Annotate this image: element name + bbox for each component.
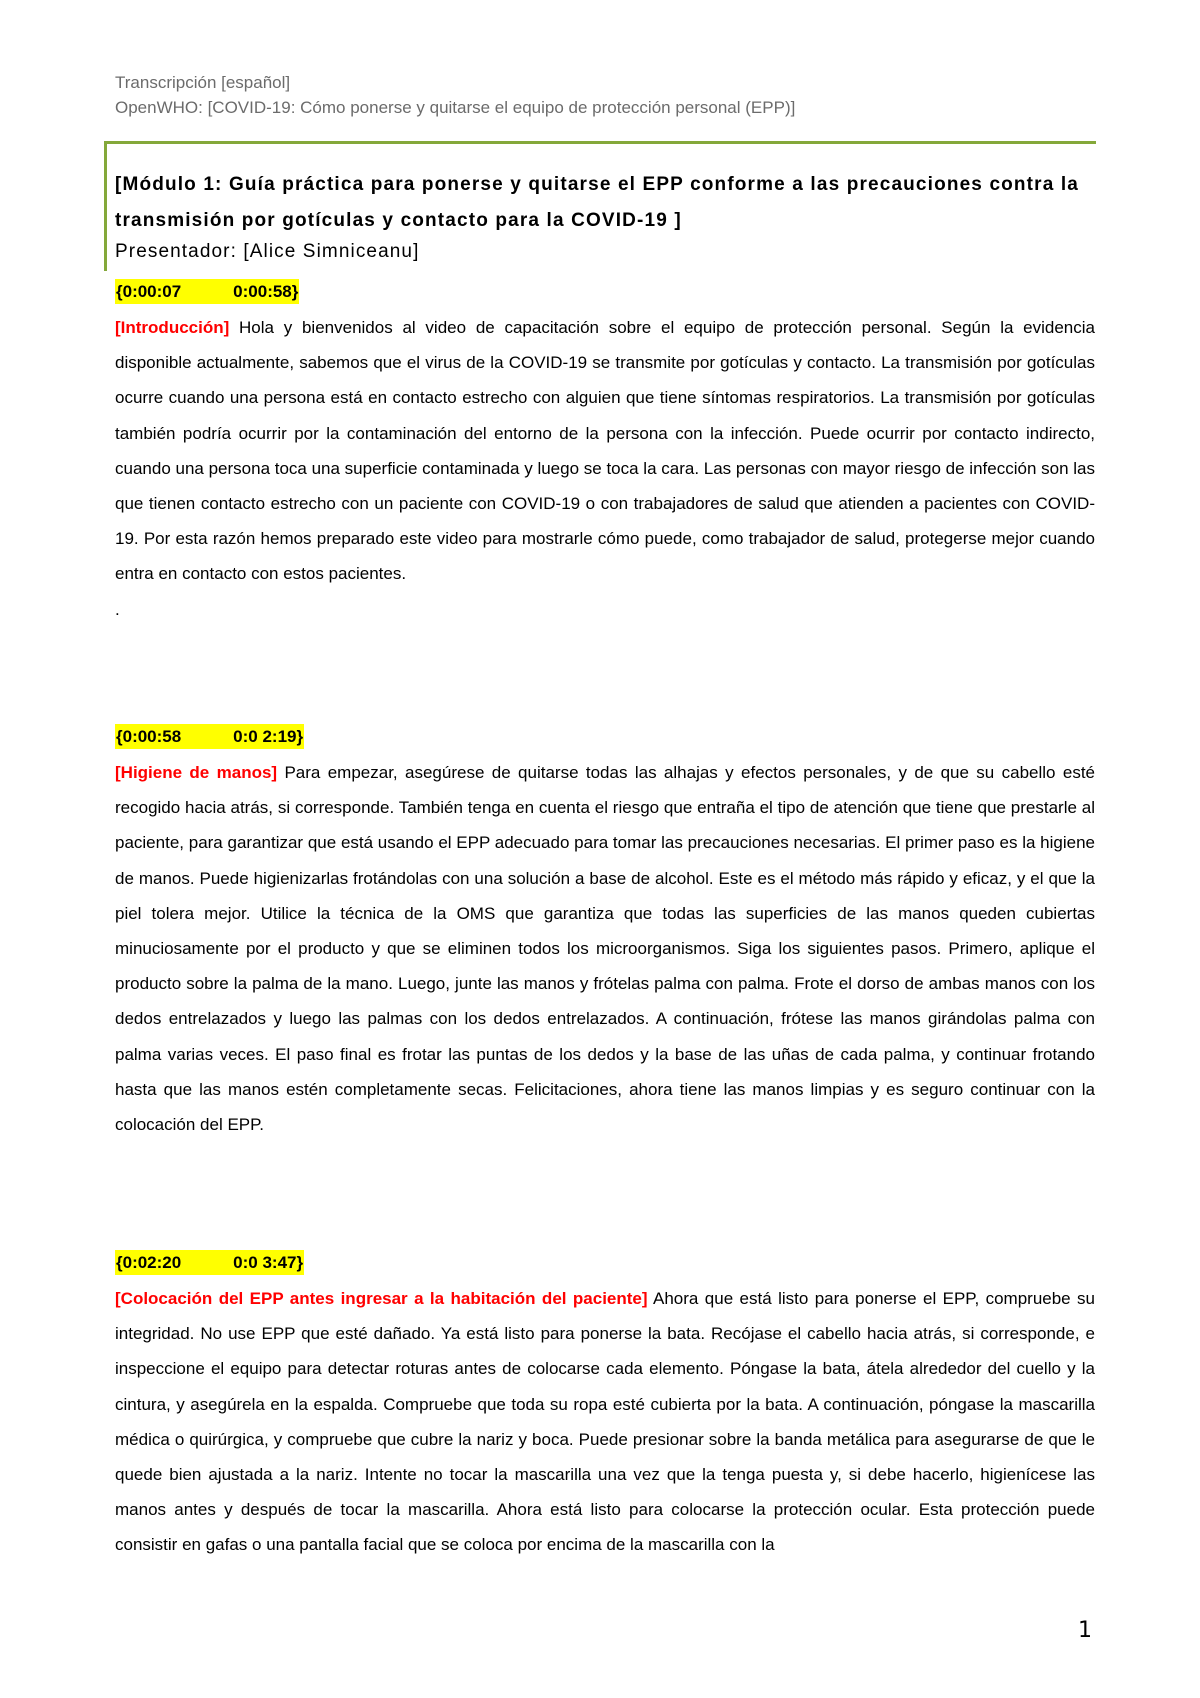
header-transcription-language: Transcripción [español]	[115, 73, 291, 92]
timestamp: {0:02:20 0:0 3:47}	[115, 1250, 304, 1275]
module-title: [Módulo 1: Guía práctica para ponerse y quitarse el EPP conforme a las precauciones contra la transmisión por gotículas y contacto para la COVID-19 ]	[115, 174, 1079, 231]
section-text: Para empezar, asegúrese de quitarse todas las alhajas y efectos personales, y de que su cabello esté recogido hacia atrás, si corresponde. También tenga en cuenta el riesgo que entraña el tipo de atención que tiene que prestarle al paciente, para garantizar que está usando el EPP adecuado para tomar las precauciones necesarias. El primer paso es la higiene de manos. Puede higienizarlas frotándolas con una solución a base de alcohol. Este es el método más rápido y eficaz, y el que la piel tolera mejor. Utilice la técnica de la OMS que garantiza que todas las superficies de las manos queden cubiertas minuciosamente por el producto y que se eliminen todos los microorganismos. Siga los siguientes pasos. Primero, aplique el producto sobre la palma de la mano. Luego, junte las manos y frótelas palma con palma. Frote el dorso de ambas manos con los dedos entrelazados y luego las palmas con los dedos entrelazados. A continuación, frótese las manos girándolas palma con palma varias veces. El paso final es frotar las puntas de los dedos y la base de las uñas de cada palma, y continuar frotando hasta que las manos estén completamente secas. Felicitaciones, ahora tiene las manos limpias y es seguro continuar con la colocación del EPP.	[115, 763, 1095, 1135]
transcript-section-colocacion-epp	[115, 1250, 1095, 1563]
page-number: 1	[1078, 1618, 1092, 1643]
section-label: [Higiene de manos]	[115, 763, 278, 782]
section-label: [Colocación del EPP antes ingresar a la habitación del paciente]	[115, 1289, 648, 1308]
presenter-line: Presentador: [Alice Simniceanu]	[115, 241, 420, 262]
section-body	[115, 1281, 1095, 1563]
timestamp: {0:00:58 0:0 2:19}	[115, 724, 304, 749]
section-body	[115, 755, 1095, 1142]
section-text: Ahora que está listo para ponerse el EPP, compruebe su integridad. No use EPP que esté dañado. Ya está listo para ponerse la bata. Recójase el cabello hacia atrás, si corresponde, e inspeccione el equipo para detectar roturas antes de colocarse cada elemento. Póngase la bata, átela alrededor del cuello y la cintura, y asegúrela en la espalda. Compruebe que toda su ropa esté cubierta por la bata. A continuación, póngase la mascarilla médica o quirúrgica, y compruebe que cubre la nariz y boca. Puede presionar sobre la banda metálica para asegurarse de que le quede bien ajustada a la nariz. Intente no tocar la mascarilla una vez que la tenga puesta y, si debe hacerlo, higienícese las manos antes y después de tocar la mascarilla. Ahora está listo para colocarse la protección ocular. Esta protección puede consistir en gafas o una pantalla facial que se coloca por encima de la mascarilla con la	[115, 1289, 1095, 1555]
header-course-title: OpenWHO: [COVID-19: Cómo ponerse y quitarse el equipo de protección personal (EPP)]	[115, 98, 796, 117]
transcript-section-introduccion	[115, 279, 1095, 627]
section-text: Hola y bienvenidos al video de capacitación sobre el equipo de protección personal. Según la evidencia disponible actualmente, sabemos que el virus de la COVID-19 se transmite por gotículas y contacto. La transmisión por gotículas ocurre cuando una persona está en contacto estrecho con alguien que tiene síntomas respiratorios. La transmisión por gotículas también podría ocurrir por la contaminación del entorno de la persona con la infección. Puede ocurrir por contacto indirecto, cuando una persona toca una superficie contaminada y luego se toca la cara. Las personas con mayor riesgo de infección son las que tienen contacto estrecho con un paciente con COVID-19 o con trabajadores de salud que atienden a pacientes con COVID-19. Por esta razón hemos preparado este video para mostrarle cómo puede, como trabajador de salud, protegerse mejor cuando entra en contacto con estos pacientes.	[115, 318, 1095, 584]
section-label: [Introducción]	[115, 318, 230, 337]
transcript-section-higiene-de-manos	[115, 724, 1095, 1142]
section-body	[115, 310, 1095, 592]
timestamp: {0:00:07 0:00:58}	[115, 279, 299, 304]
running-header	[115, 70, 1075, 120]
stray-period: .	[115, 599, 120, 619]
